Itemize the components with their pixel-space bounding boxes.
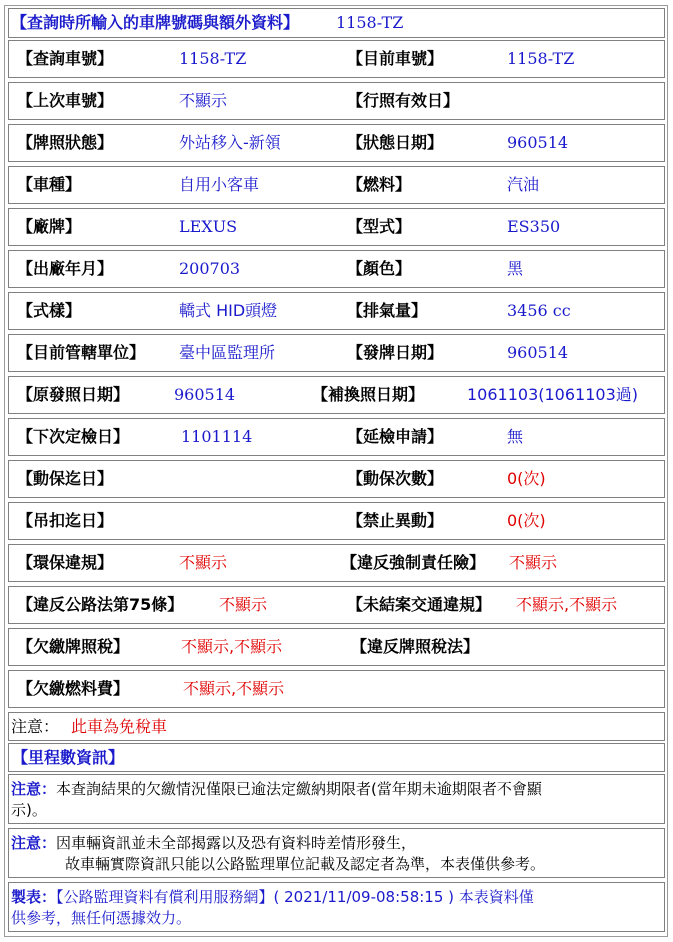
note2-label: 注意： [11,834,57,852]
info-row [8,334,665,372]
field-label: 【型式】 [347,217,412,236]
info-row [8,250,665,288]
field-value: 3456 cc [507,301,571,320]
field-value: 不顯示,不顯示 [183,679,285,698]
field-label: 【式樣】 [17,301,82,320]
note2-row [8,828,665,878]
info-row [8,292,665,330]
field-label: 【違反牌照稅法】 [351,637,480,656]
info-row [8,124,665,162]
field-label: 【下次定檢日】 [17,427,130,446]
info-row [8,544,665,582]
note2-line1: 因車輛資訊並未全部揭露以及恐有資料時差情形發生， [56,834,417,852]
field-label: 【動保迄日】 [17,469,114,488]
note1-row [8,774,665,824]
field-value: 黑 [507,259,524,278]
field-value: 轎式 HID頭燈 [179,301,278,320]
info-row [8,208,665,246]
mileage-row [8,743,665,772]
field-value: LEXUS [179,217,238,236]
info-row [8,418,665,456]
header-title: 【查詢時所輸入的車牌號碼與額外資料】 [11,13,300,32]
note1-line2: 示)。 [11,801,47,819]
field-value: 0(次) [507,511,546,530]
field-label: 【補換照日期】 [312,385,425,404]
info-row [8,628,665,666]
field-label: 【車種】 [17,175,82,194]
field-label: 【違反公路法第75條】 [17,595,184,614]
field-label: 【欠繳牌照稅】 [17,637,130,656]
field-label: 【行照有效日】 [347,91,460,110]
field-value: 960514 [507,133,569,152]
field-label: 【原發照日期】 [17,385,130,404]
field-label: 【燃料】 [347,175,412,194]
field-value: 1158-TZ [507,49,575,68]
field-label: 【發牌日期】 [347,343,444,362]
info-row [8,376,665,414]
field-value: 960514 [507,343,569,362]
field-value: 不顯示,不顯示 [516,595,618,614]
field-value: 外站移入-新領 [179,133,281,152]
field-label: 【上次車號】 [17,91,114,110]
info-row [8,82,665,120]
footer-line2: 供參考，無任何憑據效力。 [11,909,192,927]
field-label: 【動保次數】 [347,469,444,488]
field-label: 【牌照狀態】 [17,133,114,152]
tax-note-text: 此車為免稅車 [71,717,168,736]
field-label: 【顏色】 [347,259,412,278]
note1-line1: 本查詢結果的欠繳情況僅限已逾法定繳納期限者(當年期未逾期限者不會顯 [56,780,542,798]
field-value: 不顯示 [509,553,558,572]
header-plate: 1158-TZ [336,13,404,32]
field-label: 【廠牌】 [17,217,82,236]
mileage-title: 【里程數資訊】 [12,748,125,767]
field-value: 1101114 [181,427,253,446]
field-value: 960514 [174,385,236,404]
info-row [8,166,665,204]
field-value: 不顯示 [179,553,228,572]
field-label: 【環保違規】 [17,553,114,572]
field-label: 【查詢車號】 [17,49,114,68]
field-label: 【狀態日期】 [347,133,444,152]
footer-label: 製表： [11,888,57,906]
tax-note-row [8,712,665,741]
field-value: 不顯示 [179,91,228,110]
info-row [8,586,665,624]
field-label: 【延檢申請】 [347,427,444,446]
field-value: 無 [507,427,524,446]
field-value: 0(次) [507,469,546,488]
info-row [8,40,665,78]
field-label: 【目前車號】 [347,49,444,68]
footer-line1: 【公路監理資料有償利用服務網】( 2021/11/09-08:58:15 ) 本表資料僅 [56,888,534,906]
footer-row [8,882,665,932]
field-value: 臺中區監理所 [179,343,276,362]
field-label: 【違反強制責任險】 [341,553,486,572]
note1-label: 注意： [11,780,57,798]
field-value: 1158-TZ [179,49,247,68]
info-row [8,670,665,708]
field-label: 【目前管轄單位】 [17,343,146,362]
field-label: 【禁止異動】 [347,511,444,530]
info-row [8,460,665,498]
field-label: 【欠繳燃料費】 [17,679,130,698]
field-value: 自用小客車 [179,175,260,194]
field-value: 1061103(1061103過) [467,385,639,404]
field-label: 【吊扣迄日】 [17,511,114,530]
field-label: 【出廠年月】 [17,259,114,278]
field-label: 【排氣量】 [347,301,428,320]
field-value: 200703 [179,259,241,278]
info-row [8,502,665,540]
field-value: 汽油 [507,175,540,194]
note2-line2: 故車輛實際資訊只能以公路監理單位記載及認定者為準，本表僅供參考。 [65,855,546,873]
field-value: 不顯示 [219,595,268,614]
field-value: 不顯示,不顯示 [181,637,283,656]
tax-note-label: 注意： [11,717,60,736]
field-value: ES350 [507,217,561,236]
field-label: 【未結案交通違規】 [347,595,492,614]
header-row [8,8,665,38]
